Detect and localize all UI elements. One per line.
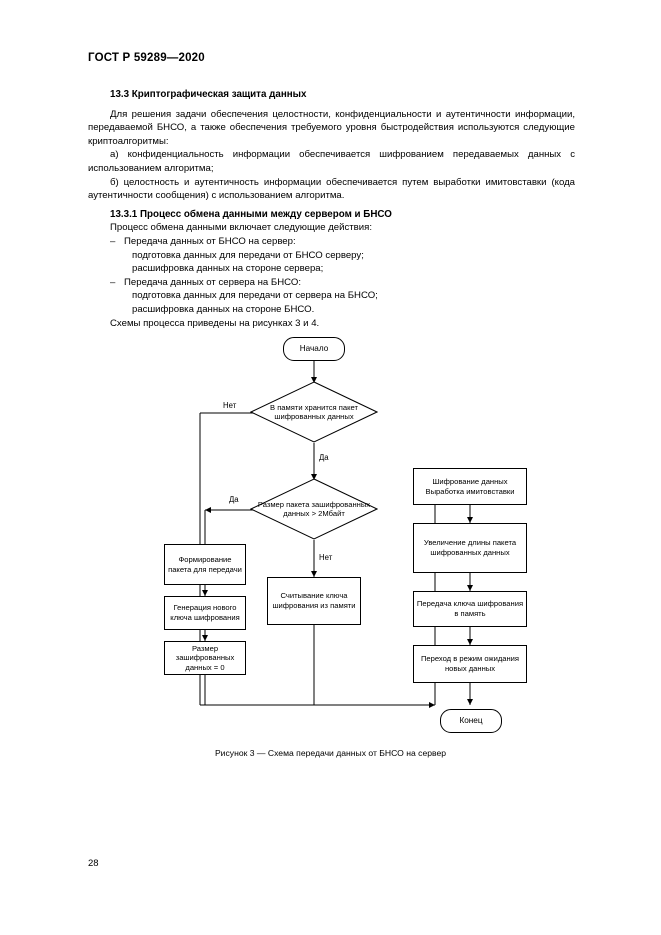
- dash-marker: –: [110, 276, 116, 288]
- node-decision-size: [250, 478, 378, 540]
- paragraph-intro: Для решения задачи обеспечения целостности, конфиденциальности и аутентичности информации, передаваемой БНСО, а также обеспечения требуемого уровня быстродействия используются следующие криптоалгоритмы:: [88, 108, 575, 147]
- node-start: Начало: [283, 337, 345, 361]
- dash-marker: –: [110, 235, 116, 247]
- node-encrypt-data: Шифрование данных Выработка имитовставки: [413, 468, 527, 505]
- subsection-heading: 13.3.1 Процесс обмена данными между сервером и БНСО: [110, 208, 392, 220]
- node-transfer-key: Передача ключа шифрования в память: [413, 591, 527, 627]
- list-item-a: а) конфиденциальность информации обеспечивается шифрованием передаваемых данных с использованием алгоритма;: [88, 149, 575, 174]
- list-item-text: Передача данных от сервера на БНСО:: [124, 276, 301, 288]
- list-subitem: расшифровка данных на стороне БНСО.: [132, 303, 315, 315]
- page-number: 28: [88, 858, 99, 869]
- edge-label-yes-1: Да: [319, 453, 329, 462]
- node-increase-length: Увеличение длины пакета шифрованных данных: [413, 523, 527, 573]
- edge-label-no-2: Нет: [319, 553, 333, 562]
- list-item: [88, 235, 575, 249]
- list-item: [88, 276, 575, 290]
- node-label: Размер пакета зашифрованных данных > 2Мбайт: [257, 499, 371, 518]
- edge-label-yes-2: Да: [229, 495, 239, 504]
- node-decision-memory: [250, 381, 378, 443]
- node-form-packet: Формирование пакета для передачи: [164, 544, 246, 585]
- node-generate-key: Генерация нового ключа шифрования: [164, 596, 246, 630]
- page-header: ГОСТ Р 59289—2020: [88, 52, 205, 64]
- document-body: [88, 88, 575, 330]
- node-end: Конец: [440, 709, 502, 733]
- figure-caption: Рисунок 3 — Схема передачи данных от БНСО на сервер: [214, 748, 447, 758]
- node-label: В памяти хранится пакет шифрованных данных: [270, 402, 358, 421]
- paragraph-process: Процесс обмена данными включает следующие действия:: [110, 222, 373, 234]
- node-size-zero: Размер зашифрованных данных = 0: [164, 641, 246, 675]
- edge-label-no-1: Нет: [223, 401, 237, 410]
- list-item-b: б) целостность и аутентичность информации обеспечивается путем выработки имитовставки (кода аутентичности сообщения) с использованием алгоритма.: [88, 176, 575, 202]
- list-item-text: Передача данных от БНСО на сервер:: [124, 235, 296, 247]
- node-wait-mode: Переход в режим ожидания новых данных: [413, 645, 527, 683]
- list-subitem: подготовка данных для передачи от сервера на БНСО;: [132, 290, 378, 302]
- section-heading: 13.3 Криптографическая защита данных: [110, 89, 307, 100]
- paragraph-schemes: Схемы процесса приведены на рисунках 3 и 4.: [110, 317, 320, 329]
- list-subitem: расшифровка данных на стороне сервера;: [132, 263, 324, 275]
- list-subitem: подготовка данных для передачи от БНСО серверу;: [132, 249, 364, 261]
- flowchart: [0, 325, 661, 745]
- node-read-key: Считывание ключа шифрования из памяти: [267, 577, 361, 625]
